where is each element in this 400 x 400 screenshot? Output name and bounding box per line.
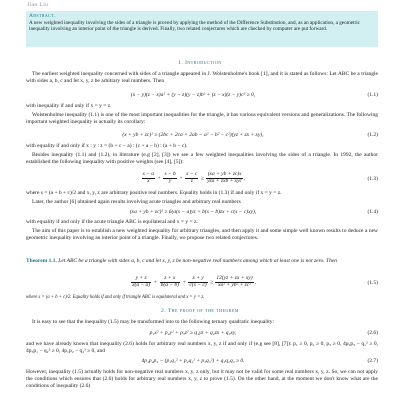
theorem-label: Theorem 1.1. <box>26 258 57 264</box>
equation-1-1-number: (1.1) <box>367 92 378 98</box>
equation-1-2-number: (1.2) <box>367 132 378 138</box>
eq15-fraction-rhs: $\frac{12(yz + zx + xy)}{\text{xa² + yb² + zc²}}$ <box>216 275 253 288</box>
equation-1-3-number: (1.3) <box>367 176 378 182</box>
equation-1-4-body: (xa + yb + zc)² ≥ 6(a(s − a)yz + b(s − b)zx + c(s − c)xy), <box>129 209 257 215</box>
eq13-fraction-2: $\frac{s - b}{y}$ <box>164 171 176 184</box>
running-header-author: Jian Liu <box>27 2 49 8</box>
equation-1-5: $\frac{y + z}{x(a - a)}$ + $\frac{z + x}{b(a - b)}$ + $\frac{x + y}{c(s - c)}$ ≥ $\frac{12(yz + zx + xy)}{\text{xa² + yb² + zc²}}$ , (1.5) <box>26 275 378 291</box>
equation-2-6 <box>26 329 378 338</box>
eq13-fraction-1: $\frac{s - a}{x}$ <box>142 171 154 184</box>
section-title-proof: 2. The proof of the theorem <box>161 308 239 314</box>
equation-1-1 <box>26 91 378 100</box>
abstract-title: Abstract. <box>29 13 56 19</box>
equation-1-2-body: (x + yb + zc)² ≥ (2bc + 2ca + 2ab − a² − b² − c²)(yz + zx + xy), <box>122 132 264 138</box>
intro-paragraph-7: Later, the author [6] obtained again results involving acute triangles and arbitrary real numbers <box>32 199 241 205</box>
abstract-box <box>26 11 378 47</box>
eq13-fraction-rhs: $\frac{(xa + yb + zc)s}{\text{yza + zxb + xyc}}$ <box>207 171 243 184</box>
intro-paragraph-8: with equality if and only if the acute triangle ABC is equilateral and x = y = z. <box>26 219 198 225</box>
proof-paragraph-1: It is easy to see that the inequality (1.5) may be transformed into to the following ternary quadratic inequality: <box>32 319 275 325</box>
intro-paragraph-1: The earliest weighted inequality concerned with sides of a triangle appeared in J. Wolstenholme's book [1], and it is stated as follows: Let ABC be a triangle with sides a, b, c and let x, y, z be arbitrary real numbers. Then <box>26 71 378 84</box>
intro-paragraph-2: with inequality if and only if x = y = z. <box>26 103 112 109</box>
eq13-fraction-3: $\frac{s - c}{z}$ <box>186 171 198 184</box>
intro-paragraph-3: Wolstenholme inequality (1.1) is one of the most important inequalities for the triangle, it has various equivalent versions and generalizations. The following important weighted inequality is actually its corollary: <box>26 112 378 125</box>
proof-paragraph-3: However, inequality (1.5) actually holds for non-negative real numbers x, y, z only, but it may not be valid for some real numbers x, y, z. So, we can not apply the conditions which ensures that (2.6) holds for arbitrary real numbers x, y, z to prove (1.5). On the other hand, at the moment we don't know what are the conditions of inequality (2.6) <box>26 369 378 389</box>
equation-2-7-body: 4p₁p₂p₃ − (p₁q₁² + p₂q₂² + p₃q₃²) + q₁q₂q₃ ≥ 0. <box>141 358 245 364</box>
intro-paragraph-5: Besides inequality (1.1) and (1.2), in literature (e.g [2], [3]) we see a few weighted inequalities involving the sides of a triangle. In 1992, the author established the following inequality with positive weights (see [4], [5]): <box>26 152 378 165</box>
section-title-introduction: 1. Introduction <box>178 60 222 66</box>
equation-1-2 <box>26 131 378 140</box>
equation-2-7 <box>26 357 378 366</box>
eq15-fraction-1: $\frac{y + z}{x(a - a)}$ <box>132 275 151 288</box>
eq15-fraction-2: $\frac{z + x}{b(a - b)}$ <box>160 275 179 288</box>
equation-1-1-body: (x − y)(z − x)a² + (y − z)(y − z)b² + (z − x)(z − y)c² ≥ 0, <box>130 92 256 98</box>
intro-paragraph-4: with equality if and only if x : y : z = (b + c − a) : (c + a − b) : (a + b − c). <box>26 143 188 149</box>
abstract-text: A new weighted inequality involving the sides of a triangle is proved by applying the method of the Difference Substitution, and, as an application, a geometric inequality involving an interior point of the triangle is derived. Finally, two related conjectures which are checked by computer are put forward. <box>29 19 360 33</box>
equation-1-5-number: (1.5) <box>367 280 378 286</box>
intro-paragraph-9: The aim of this paper is to establish a new weighted inequality for arbitrary triangles, and then apply it and some simple well known results to deduce a new geometric inequality involving an interior point of a triangle. Finally, we propose two related conjectures. <box>26 228 378 241</box>
theorem-text: Let ABC be a triangle with sides a, b, c and let x, y, z be non-negative real numbers among which at least one is not zero. Then <box>58 258 338 264</box>
equation-1-3: $\frac{s - a}{x}$ + $\frac{s - b}{y}$ + $\frac{s - c}{z}$ ≥ $\frac{(xa + yb + zc)s}{\text{yza + zxb + xyc}}$ , (1.3) <box>26 171 378 187</box>
intro-paragraph-6: where s = (a + b + c)/2 and x, y, z are arbitrary positive real numbers. Equality holds in (1.3) if and only if x = y = z. <box>26 190 282 196</box>
equation-2-6-number: (2.6) <box>367 330 378 336</box>
equation-1-4 <box>26 208 378 217</box>
proof-paragraph-2: and we have already known that inequality (2.6) holds for arbitrary real numbers x, y, z if and only if (e.g see [8], [7]): p₁ ≥ 0, p₂ ≥ 0, p₃ ≥ 0, 4p₂p₃ − q₁² ≥ 0, 4p₃p₁ − q₂² ≥ 0, 4p₁p₂ − q₃² ≥ 0, and <box>26 341 378 354</box>
theorem-1-1 <box>26 258 378 265</box>
equation-2-7-number: (2.7) <box>367 358 378 364</box>
eq15-fraction-3: $\frac{x + y}{c(s - c)}$ <box>189 275 207 288</box>
theorem-tail: where s = (a + b + c)/2. Equality holds if and only if triangle ABC is equilateral and x = y = z. <box>26 295 205 300</box>
equation-2-6-body: p₁x² + p₂y² + p₃z² ≥ q₁yz + q₂zx + q₃xy, <box>149 330 237 336</box>
equation-1-4-number: (1.4) <box>367 209 378 215</box>
